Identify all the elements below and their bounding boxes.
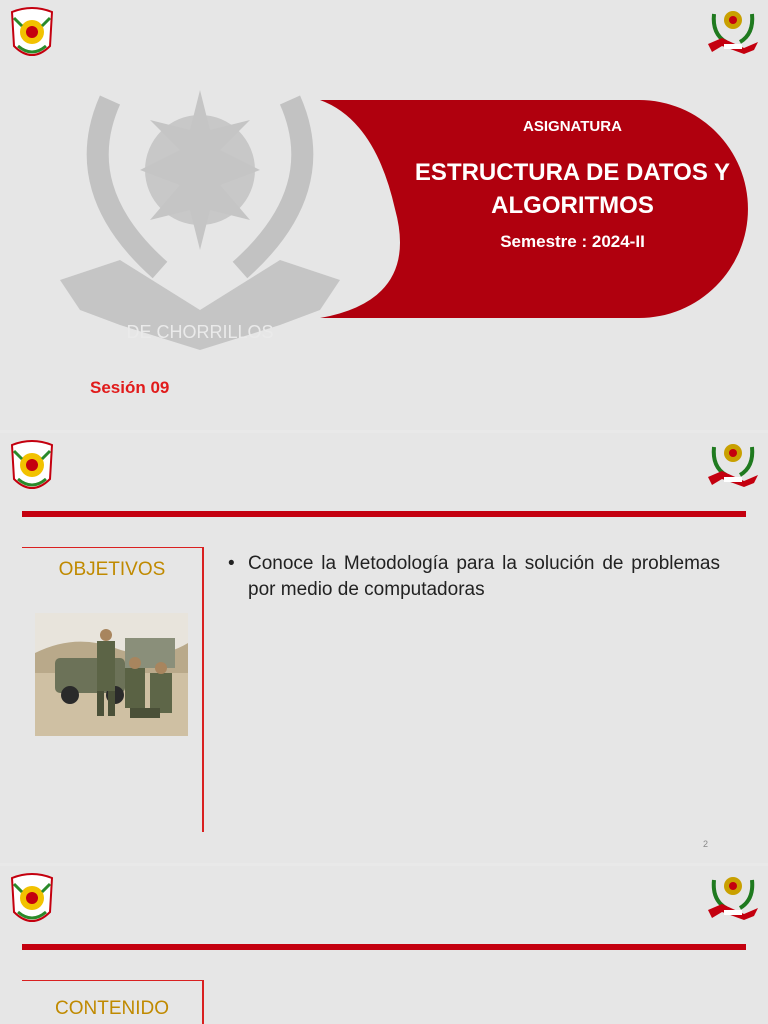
soldiers-photo bbox=[35, 613, 188, 736]
objectives-heading: OBJETIVOS bbox=[58, 559, 166, 580]
page-number: 2 bbox=[703, 839, 709, 849]
contents-sidebar bbox=[22, 980, 204, 1024]
course-title: ESTRUCTURA DE DATOS Y ALGORITMOS bbox=[414, 159, 731, 219]
title-slide bbox=[0, 0, 768, 430]
emblem-watermark-icon bbox=[50, 70, 350, 360]
objective-text: Conoce la Metodología para la solución de problemas por medio de computadoras bbox=[248, 553, 720, 600]
svg-text:DE CHORRILLOS: DE CHORRILLOS bbox=[126, 322, 274, 342]
army-shield-logo-icon bbox=[8, 6, 56, 64]
military-school-emblem-icon bbox=[704, 4, 762, 56]
military-school-emblem-icon bbox=[704, 437, 762, 489]
military-school-emblem-icon bbox=[704, 870, 762, 922]
contents-heading: CONTENIDO bbox=[55, 998, 169, 1019]
subject-label: ASIGNATURA bbox=[523, 118, 622, 135]
header-divider bbox=[22, 511, 746, 517]
army-shield-logo-icon bbox=[8, 439, 56, 497]
semester-label: Semestre : 2024-II bbox=[500, 232, 645, 251]
army-shield-logo-icon bbox=[8, 872, 56, 930]
title-banner-text bbox=[395, 100, 750, 318]
contents-slide bbox=[0, 866, 768, 1024]
session-label: Sesión 09 bbox=[90, 378, 170, 397]
bullet-icon: • bbox=[228, 553, 235, 574]
header-divider bbox=[22, 944, 746, 950]
objective-bullet bbox=[228, 551, 720, 603]
objectives-slide bbox=[0, 433, 768, 863]
